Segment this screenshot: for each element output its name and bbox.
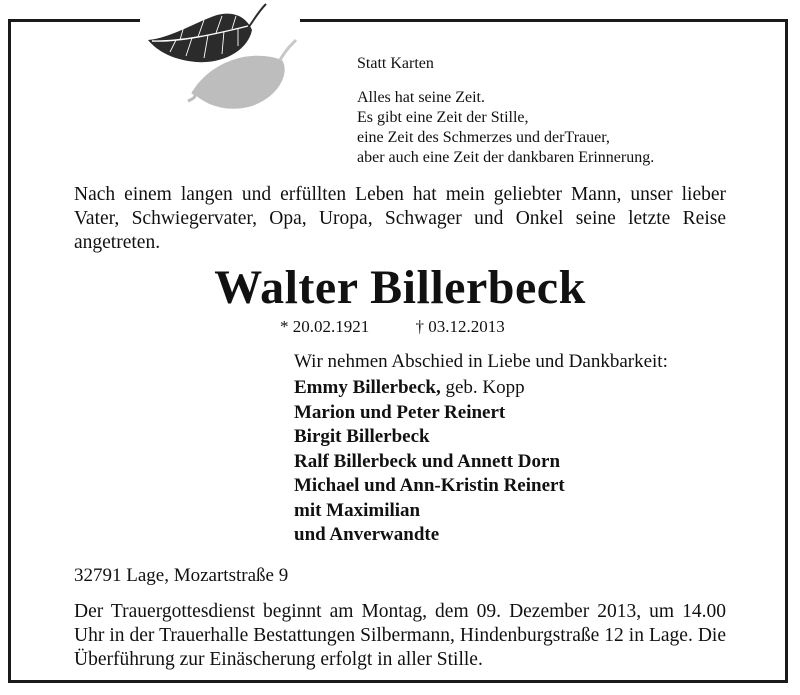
family-member	[294, 401, 668, 426]
family-member	[294, 474, 668, 499]
leaf-icon	[140, 0, 310, 120]
deceased-name: Walter Billerbeck	[214, 261, 586, 314]
leaf-dark-icon	[148, 4, 266, 62]
family-member-name: Ralf Billerbeck und Annett Dorn	[294, 450, 561, 472]
address: 32791 Lage, Mozartstraße 9	[74, 565, 289, 586]
family-member-name: und Anverwandte	[294, 524, 440, 545]
intro-paragraph: Nach einem langen und erfüllten Leben hat mein geliebter Mann, unser lieber Vater, Schwiegervater, Opa, Uropa, Schwager und Onkel seine letzte Reise angetreten.	[74, 184, 726, 253]
family-member-name: Emmy Billerbeck,	[294, 377, 441, 398]
motto-gap	[357, 74, 654, 88]
birth-date: * 20.02.1921	[280, 317, 370, 336]
family-member	[294, 450, 668, 475]
family-member	[294, 499, 668, 524]
family-member-name: Marion und Peter Reinert	[294, 401, 506, 423]
service-paragraph: Der Trauergottesdienst beginnt am Montag, dem 09. Dezember 2013, um 14.00 Uhr in der Trauerhalle Bestattungen Silbermann, Hindenburgstraße 12 in Lage. Die Überführung zur Einäscherung erfolgt in aller Stille.	[74, 601, 726, 670]
family-member-suffix: geb. Kopp	[440, 377, 525, 398]
family-block	[294, 350, 668, 548]
family-member	[294, 425, 668, 450]
family-member-name: Michael und Ann-Kristin Reinert	[294, 475, 565, 496]
family-member-name: Birgit Billerbeck	[294, 426, 430, 447]
death-date: † 03.12.2013	[415, 317, 505, 336]
family-member-name: mit Maximilian	[294, 499, 421, 521]
motto-line: Alles hat seine Zeit.	[357, 89, 485, 106]
motto-line: eine Zeit des Schmerzes und derTrauer,	[357, 129, 610, 146]
family-member	[294, 523, 668, 548]
motto-block	[357, 54, 654, 168]
header-label: Statt Karten	[357, 55, 434, 72]
motto-line: aber auch eine Zeit der dankbaren Erinnerung.	[357, 149, 655, 166]
life-dates	[280, 316, 547, 338]
motto-line: Es gibt eine Zeit der Stille,	[357, 109, 529, 126]
family-member	[294, 376, 668, 401]
farewell-line: Wir nehmen Abschied in Liebe und Dankbarkeit:	[294, 351, 668, 372]
